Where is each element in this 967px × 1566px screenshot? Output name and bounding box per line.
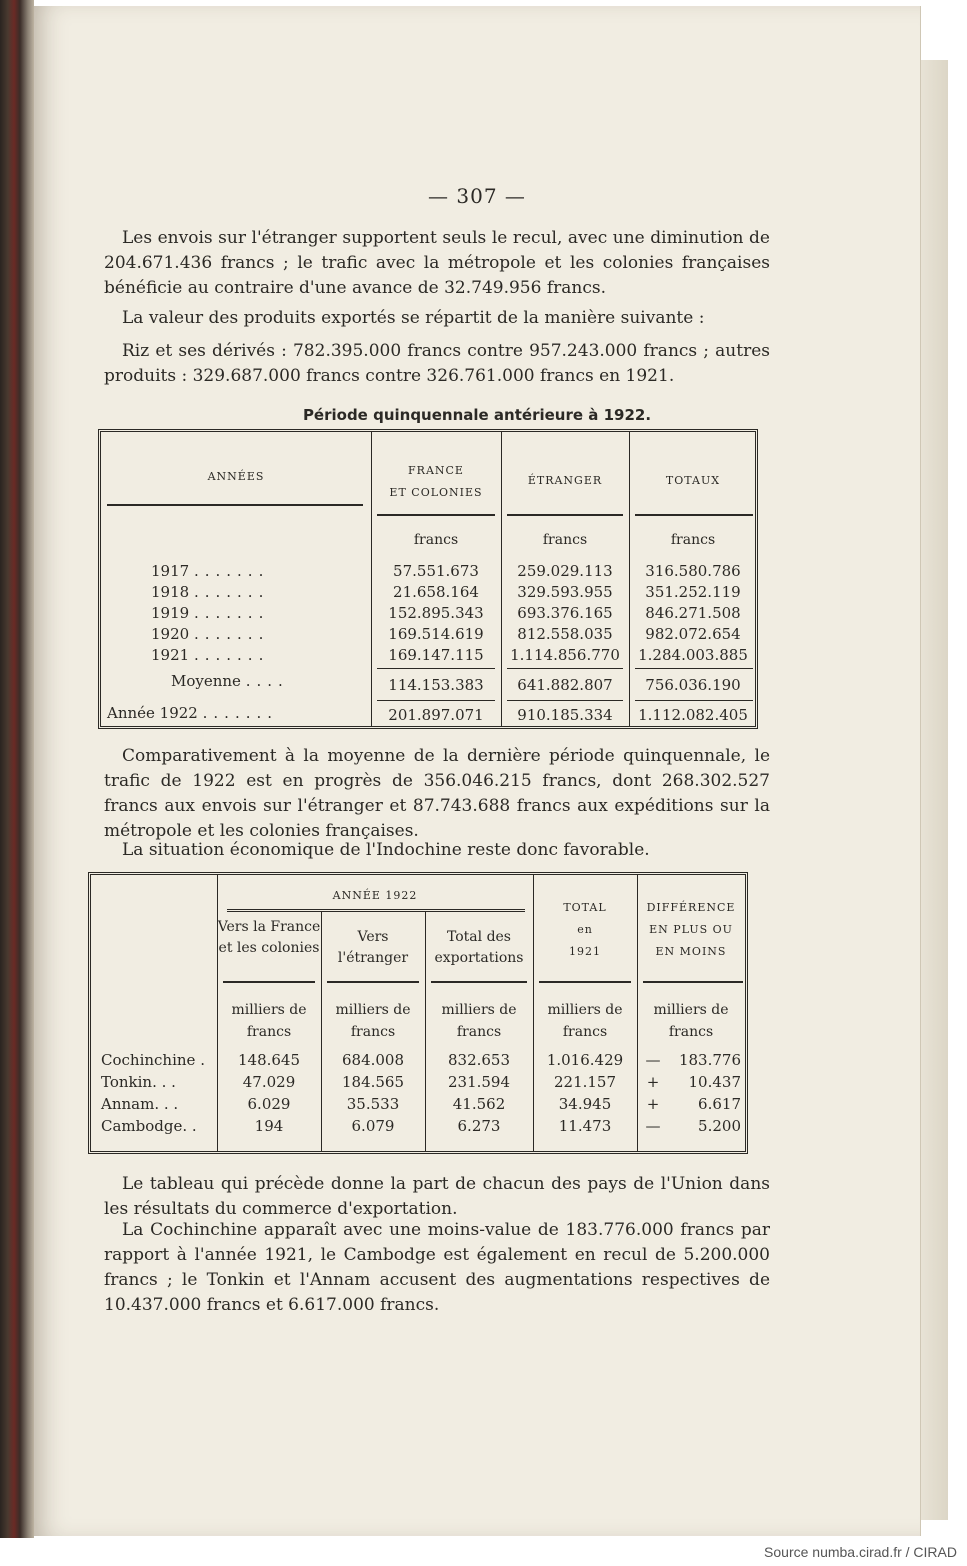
cell-annam-sign: + [646,1095,660,1113]
paragraph-situation: La situation économique de l'Indochine reste donc favorable. [122,840,650,860]
header-total-exportations: Total des exportations [434,929,524,966]
table-countries [88,872,748,1154]
cell-coch-etranger: 684.008 [341,1051,405,1069]
row-label-tonkin: Tonkin. . . [101,1073,176,1091]
unit-france: francs [413,532,459,548]
cell-coch-diff: 183.776 [678,1051,741,1069]
cell-coch-sign: — [645,1051,661,1069]
cell-etranger-1921: 1.114.856.770 [510,646,620,664]
header-vers-france: Vers la France et les colonies [217,919,321,956]
cell-france-1921: 169.147.115 [388,646,484,664]
cell-tonkin-total: 231.594 [447,1073,511,1091]
cell-france-1919: 152.895.343 [388,604,484,622]
cell-france-1917: 57.551.673 [393,562,479,580]
source-footer [0,1538,967,1566]
cell-totaux-1917: 316.580.786 [645,562,741,580]
cell-totaux-1919: 846.271.508 [645,604,741,622]
row-label-1918: 1918 ....... [151,583,270,601]
cell-etranger-moyenne: 641.882.807 [517,676,613,694]
cell-totaux-1921: 1.284.003.885 [638,646,748,664]
row-label-1919: 1919 ....... [151,604,270,622]
cell-etranger-1918: 329.593.955 [517,583,613,601]
cell-camb-1921: 11.473 [558,1117,612,1135]
header-annees: ANNÉES [207,470,265,483]
unit-col-france: milliers de francs [231,1002,307,1040]
cell-totaux-1918: 351.252.119 [645,583,741,601]
cell-annam-etranger: 35.533 [346,1095,400,1113]
page-edge [920,60,948,1520]
table-quinquennial [98,429,758,729]
cell-camb-total: 6.273 [457,1117,501,1135]
unit-etranger: francs [542,532,588,548]
row-label-1917: 1917 ....... [151,562,270,580]
cell-france-1918: 21.658.164 [393,583,479,601]
cell-totaux-1922: 1.112.082.405 [638,706,748,724]
header-difference: DIFFÉRENCE EN PLUS OU EN MOINS [646,901,736,958]
row-label-1920: 1920 ....... [151,625,270,643]
cell-coch-1921: 1.016.429 [546,1051,624,1069]
cell-etranger-1920: 812.558.035 [517,625,613,643]
paragraph-riz: Riz et ses dérivés : 782.395.000 francs contre 957.243.000 francs ; autres produits : 329.687.000 francs contre 326.761.000 francs en 1921. [104,341,770,386]
paragraph-cochinchine: La Cochinchine apparaît avec une moins-value de 183.776.000 francs par rapport à l'année 1921, le Cambodge est également en recul de 5.200.000 francs ; le Tonkin et l'Annam accusent des augmentations respectives de 10.437.000 francs et 6.617.000 francs. [104,1220,770,1315]
cell-camb-france: 194 [254,1117,284,1135]
cell-tonkin-diff: 10.437 [688,1073,741,1091]
header-france: FRANCE ET COLONIES [389,464,483,499]
unit-col-1921: milliers de francs [547,1002,623,1040]
cell-annam-diff: 6.617 [698,1095,741,1113]
unit-totaux: francs [670,532,716,548]
cell-camb-etranger: 6.079 [351,1117,395,1135]
cell-tonkin-etranger: 184.565 [341,1073,405,1091]
row-label-moyenne: Moyenne .... [171,672,289,690]
source-credit: Source numba.cirad.fr / CIRAD [764,1544,957,1560]
cell-france-1920: 169.514.619 [388,625,484,643]
book-binding [0,0,34,1538]
cell-tonkin-france: 47.029 [242,1073,296,1091]
table1-title: Période quinquennale antérieure à 1922. [302,406,652,424]
cell-camb-diff: 5.200 [698,1117,741,1135]
header-total-1921: TOTAL en 1921 [563,901,607,958]
paragraph-comparativement: Comparativement à la moyenne de la dernière période quinquennale, le trafic de 1922 est en progrès de 356.046.215 francs, dont 268.302.527 francs aux envois sur l'étranger et 87.743.688 francs aux expéditions sur la métropole et les colonies françaises. [104,746,770,841]
cell-etranger-1922: 910.185.334 [517,706,613,724]
header-etranger: ÉTRANGER [527,474,603,487]
cell-france-1922: 201.897.071 [388,706,484,724]
row-label-annam: Annam. . . [101,1095,179,1113]
cell-tonkin-1921: 221.157 [553,1073,617,1091]
header-totaux: TOTAUX [665,474,721,487]
header-vers-etranger: Vers l'étranger [337,929,409,966]
cell-etranger-1919: 693.376.165 [517,604,613,622]
cell-france-moyenne: 114.153.383 [388,676,484,694]
cell-tonkin-sign: + [646,1073,660,1091]
header-annee-1922: ANNÉE 1922 [332,889,418,902]
row-label-cochinchine: Cochinchine . [101,1051,205,1069]
cell-annam-france: 6.029 [247,1095,291,1113]
paragraph-tableau: Le tableau qui précède donne la part de chacun des pays de l'Union dans les résultats du commerce d'exportation. [104,1174,770,1219]
cell-coch-france: 148.645 [237,1051,301,1069]
unit-col-etranger: milliers de francs [335,1002,411,1040]
row-label-annee-1922: Année 1922 ....... [107,704,279,722]
cell-annam-1921: 34.945 [558,1095,612,1113]
cell-totaux-moyenne: 756.036.190 [645,676,741,694]
unit-col-diff: milliers de francs [653,1002,729,1040]
unit-col-total: milliers de francs [441,1002,517,1040]
paragraph-valeur: La valeur des produits exportés se répartit de la manière suivante : [122,308,705,328]
cell-camb-sign: — [645,1117,661,1135]
cell-etranger-1917: 259.029.113 [517,562,613,580]
cell-coch-total: 832.653 [447,1051,511,1069]
cell-totaux-1920: 982.072.654 [645,625,741,643]
cell-annam-total: 41.562 [452,1095,506,1113]
page-number: — 307 — [428,184,526,208]
row-label-1921: 1921 ....... [151,646,270,664]
row-label-cambodge: Cambodge. . [101,1117,197,1135]
book-page [34,6,921,1536]
paragraph-envois: Les envois sur l'étranger supportent seuls le recul, avec une diminution de 204.671.436 francs ; le trafic avec la métropole et les colonies françaises bénéficie au contraire d'une avance de 32.749.956 francs. [104,228,770,298]
